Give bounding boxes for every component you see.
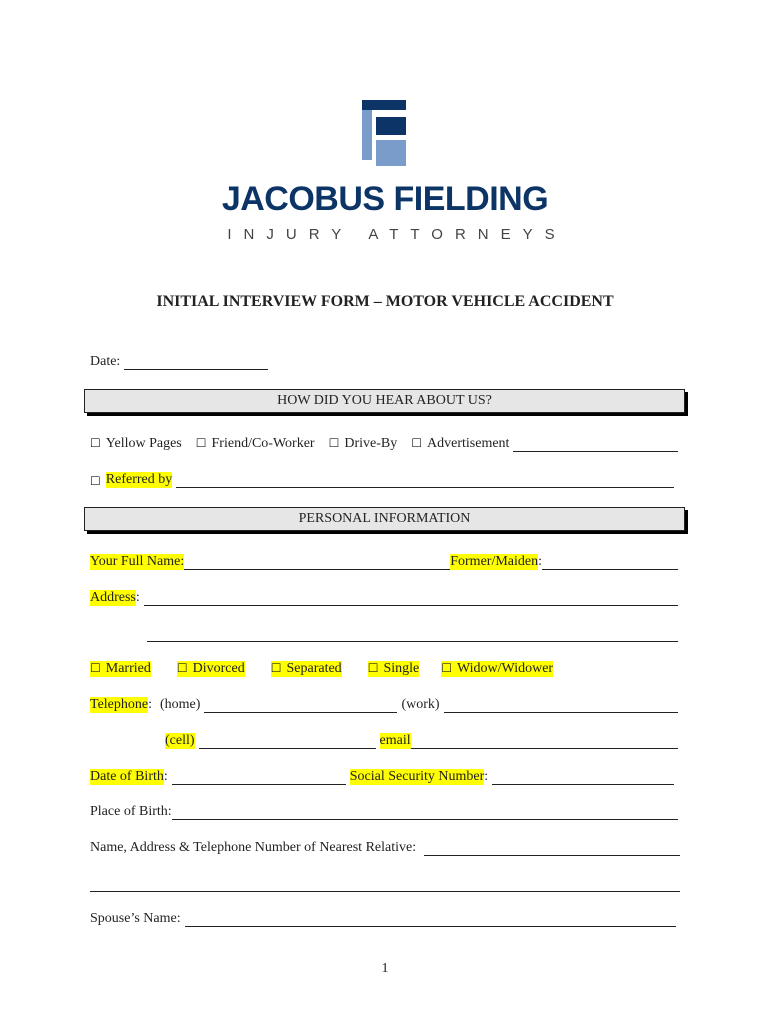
checkbox-drive-by[interactable]: ☐ Drive-By [328,436,398,451]
telephone-label: Telephone [90,697,149,712]
relative-row-2 [90,874,680,892]
spouse-row [90,909,676,927]
former-field[interactable] [542,555,678,570]
date-label: Date: [90,354,121,369]
checkbox-married[interactable]: ☐ Married [90,661,151,676]
referred-label: Referred by [105,472,173,487]
checkbox-divorced[interactable]: ☐ Divorced [176,661,245,676]
work-phone-field[interactable] [444,698,678,713]
home-label: (home) [160,697,201,712]
dob-label: Date of Birth [90,769,164,784]
email-field[interactable] [411,734,678,749]
form-title: INITIAL INTERVIEW FORM – MOTOR VEHICLE ACCIDENT [156,293,614,310]
section-header-personal: PERSONAL INFORMATION [84,507,685,531]
cell-label: (cell) [165,733,195,748]
address-row: Address : [90,588,678,606]
relative-label: Name, Address & Telephone Number of Nearest Relative: [90,840,417,855]
marital-row [90,659,678,677]
full-name-label: Your Full Name: [90,554,185,569]
checkbox-yellow-pages[interactable]: ☐ Yellow Pages [90,436,182,451]
checkbox-referred[interactable]: ☐ [90,474,101,488]
logo-mark [362,100,406,166]
pob-label: Place of Birth: [90,804,172,819]
page-number: 1 [381,961,389,976]
pob-field[interactable] [172,805,678,820]
spouse-field[interactable] [185,912,676,927]
email-label: email [379,733,411,748]
relative-row [90,838,680,856]
address-field[interactable] [144,591,678,606]
home-phone-field[interactable] [204,698,397,713]
former-label: Former/Maiden [450,554,539,569]
advertisement-field[interactable] [513,437,678,452]
checkbox-single[interactable]: ☐ Single [367,661,420,676]
referred-field[interactable] [176,473,674,488]
telephone-row: Telephone : (home) (work) [90,695,678,713]
logo-tagline: INJURY ATTORNEYS [227,226,567,243]
checkbox-advertisement[interactable]: ☐ Advertisement [411,436,510,451]
date-row [90,352,678,370]
cell-phone-field[interactable] [199,734,376,749]
source-row [90,434,678,452]
address-label: Address [90,590,136,605]
name-row: Your Full Name: Former/Maiden : [90,552,678,570]
checkbox-widow[interactable]: ☐ Widow/Widower [441,661,554,676]
dob-field[interactable] [172,770,346,785]
address-row-2 [147,624,678,642]
checkbox-separated[interactable]: ☐ Separated [270,661,342,676]
logo-name: JACOBUS FIELDING [221,180,549,218]
pob-row [90,802,678,820]
ssn-label: Social Security Number [349,769,485,784]
cell-row [165,731,678,749]
relative-field[interactable] [424,841,680,856]
spouse-label: Spouse’s Name: [90,911,181,926]
work-label: (work) [401,697,440,712]
ssn-field[interactable] [492,770,674,785]
referred-row [90,470,674,488]
relative-field-2[interactable] [90,877,680,892]
full-name-field[interactable] [184,555,450,570]
section-header-how-heard: HOW DID YOU HEAR ABOUT US? [84,389,685,413]
checkbox-friend[interactable]: ☐ Friend/Co-Worker [195,436,315,451]
address-field-2[interactable] [147,627,678,642]
dob-row: Date of Birth : Social Security Number : [90,767,674,785]
date-field[interactable] [124,355,268,370]
